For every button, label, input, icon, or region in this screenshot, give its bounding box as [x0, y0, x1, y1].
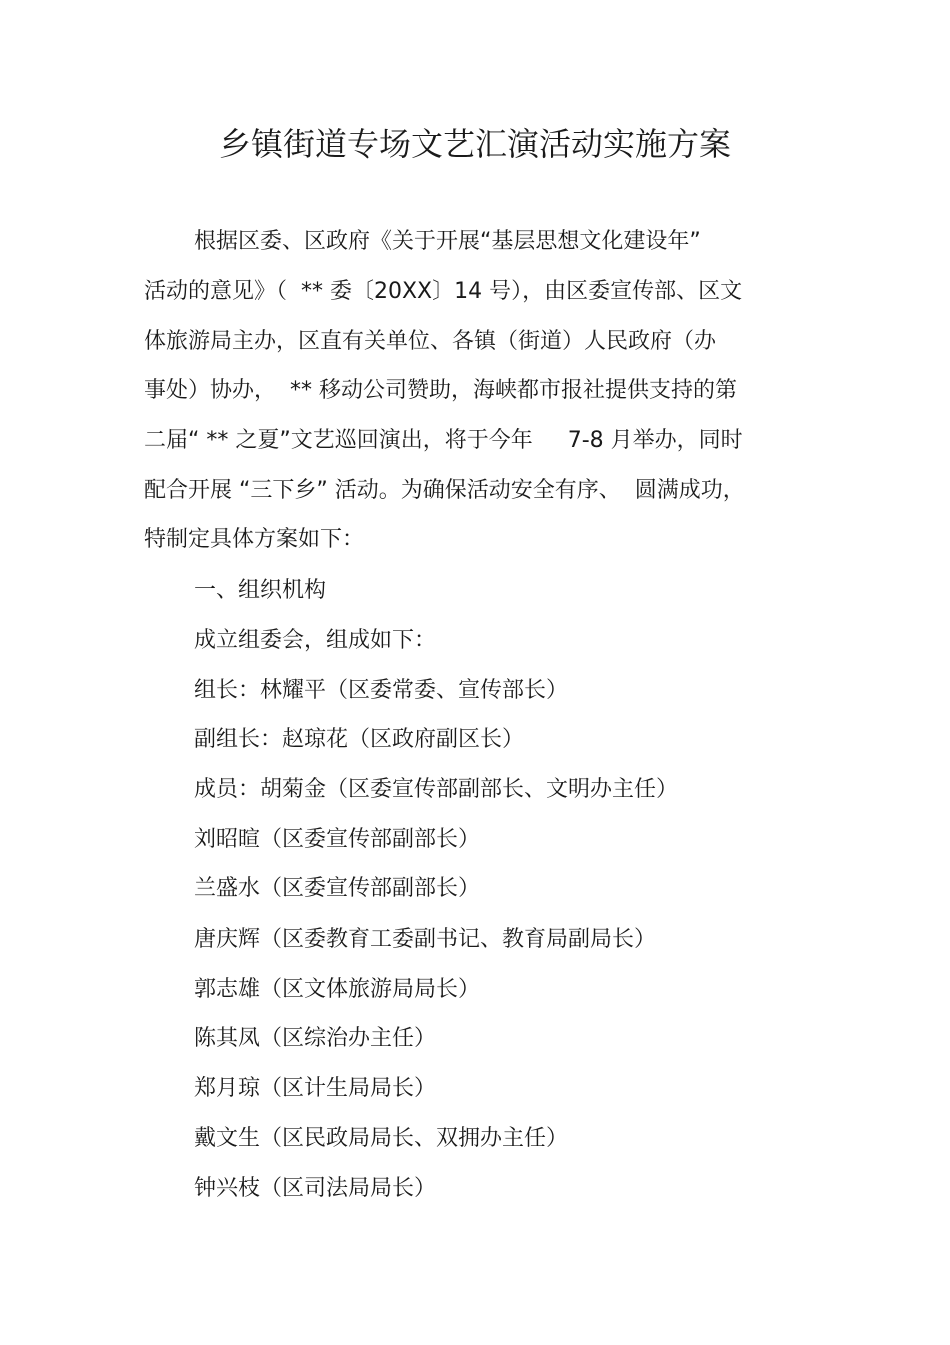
- intro-line: 事处）协办， ** 移动公司赞助，海峡都市报社提供支持的第: [144, 378, 737, 403]
- member-line: 钟兴枝（区司法局局长）: [194, 1176, 437, 1201]
- member-line: 郭志雄（区文体旅游局局长）: [194, 977, 481, 1002]
- intro-line: 体旅游局主办，区直有关单位、各镇（街道）人民政府（办: [144, 329, 717, 354]
- member-line: 组长：林耀平（区委常委、宣传部长）: [194, 678, 569, 703]
- document-title: 乡镇街道专场文艺汇演活动实施方案: [218, 125, 731, 163]
- member-line: 唐庆辉（区委教育工委副书记、教育局副局长）: [194, 927, 657, 952]
- intro-line: 特制定具体方案如下：: [144, 527, 365, 552]
- member-line: 副组长：赵琼花（区政府副区长）: [194, 727, 525, 752]
- section-heading: 一、组织机构: [194, 578, 327, 603]
- intro-line: 二届“ ** 之夏”文艺巡回演出，将于今年 7-8 月举办，同时: [144, 428, 743, 453]
- intro-line: 配合开展 “三下乡” 活动。为确保活动安全有序、 圆满成功，: [144, 478, 745, 503]
- intro-line: 根据区委、区政府《关于开展“基层思想文化建设年”: [194, 229, 701, 254]
- member-line: 陈其凤（区综治办主任）: [194, 1026, 437, 1051]
- member-line: 戴文生（区民政局局长、双拥办主任）: [194, 1126, 569, 1151]
- intro-line: 活动的意见》（ ** 委〔20XX〕14 号），由区委宣传部、区文: [144, 279, 743, 304]
- member-line: 郑月琼（区计生局局长）: [194, 1076, 437, 1101]
- committee-intro: 成立组委会，组成如下：: [194, 628, 437, 653]
- member-line: 刘昭暄（区委宣传部副部长）: [194, 827, 481, 852]
- member-line: 成员：胡菊金（区委宣传部副部长、文明办主任）: [194, 777, 679, 802]
- member-line: 兰盛水（区委宣传部副部长）: [194, 876, 481, 901]
